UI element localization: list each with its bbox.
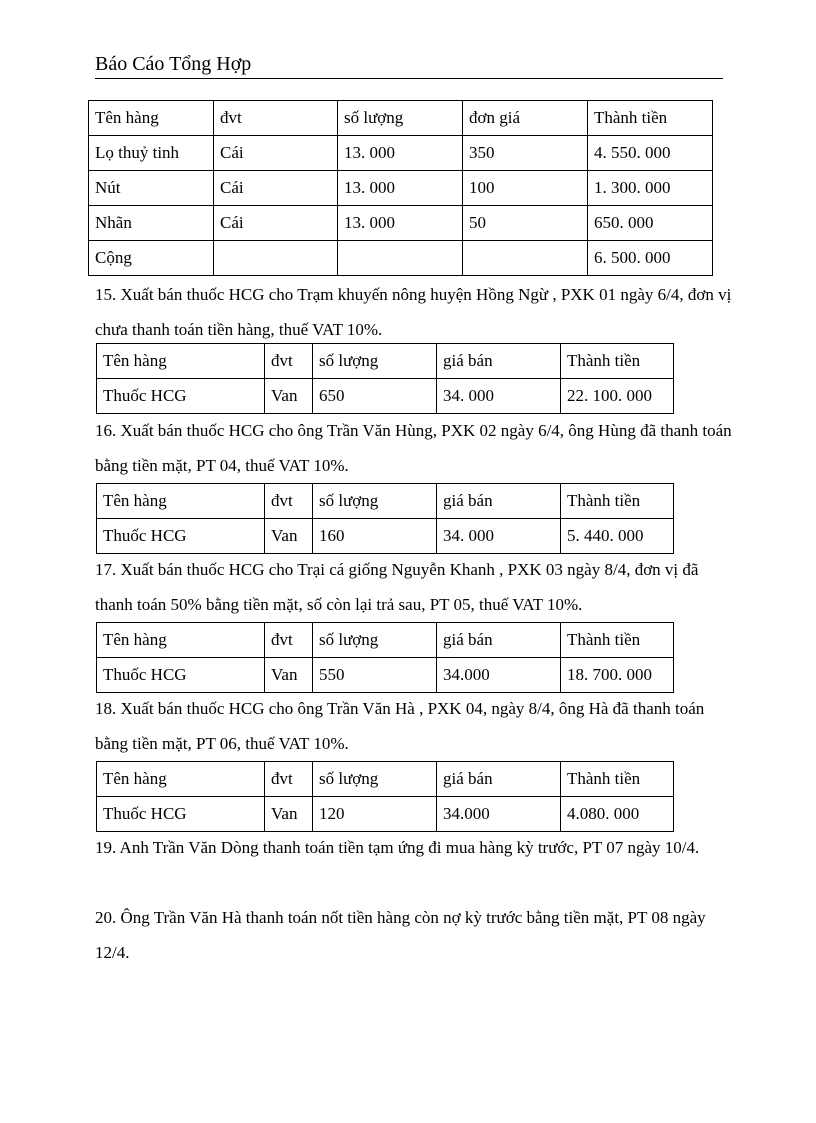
header-cell: Thành tiền bbox=[561, 344, 674, 379]
header-cell: số lượng bbox=[313, 762, 437, 797]
table-cell: 550 bbox=[313, 658, 437, 693]
table-cell: Cái bbox=[214, 206, 338, 241]
table-cell: 350 bbox=[463, 136, 588, 171]
table-cell: 160 bbox=[313, 519, 437, 554]
header-cell: số lượng bbox=[313, 623, 437, 658]
header-cell: giá bán bbox=[437, 484, 561, 519]
table-cell: Van bbox=[265, 379, 313, 414]
table-cell: 100 bbox=[463, 171, 588, 206]
header-cell: số lượng bbox=[313, 344, 437, 379]
table-cell: Thuốc HCG bbox=[97, 519, 265, 554]
table-cell bbox=[338, 241, 463, 276]
table-cell: 4. 550. 000 bbox=[588, 136, 713, 171]
table-cell: Nút bbox=[89, 171, 214, 206]
paragraph-18: 18. Xuất bán thuốc HCG cho ông Trần Văn Hà , PXK 04, ngày 8/4, ông Hà đã thanh toán bằng tiền mặt, PT 06, thuế VAT 10%. bbox=[95, 699, 705, 753]
table-row bbox=[97, 658, 674, 693]
header-cell: Tên hàng bbox=[89, 101, 214, 136]
page-header: Báo Cáo Tổng Hợp bbox=[95, 50, 723, 79]
table-row bbox=[97, 519, 674, 554]
header-cell: đvt bbox=[265, 484, 313, 519]
table-cell: 34.000 bbox=[437, 797, 561, 832]
header-cell: đvt bbox=[265, 344, 313, 379]
table-cell: 34.000 bbox=[437, 658, 561, 693]
table-cell: Thuốc HCG bbox=[97, 797, 265, 832]
header-cell: đvt bbox=[214, 101, 338, 136]
table-header-row bbox=[89, 101, 713, 136]
sales-table-16 bbox=[96, 483, 674, 554]
table-cell: 650 bbox=[313, 379, 437, 414]
table-cell: 650. 000 bbox=[588, 206, 713, 241]
table-cell: 13. 000 bbox=[338, 206, 463, 241]
sales-table-17 bbox=[96, 622, 674, 693]
table-header-row bbox=[97, 762, 674, 797]
table-header-row bbox=[97, 623, 674, 658]
table-row bbox=[97, 797, 674, 832]
table-cell bbox=[463, 241, 588, 276]
header-cell: Thành tiền bbox=[561, 623, 674, 658]
table-cell: 34. 000 bbox=[437, 379, 561, 414]
table-cell: 13. 000 bbox=[338, 136, 463, 171]
table-cell: Cái bbox=[214, 136, 338, 171]
header-cell: Thành tiền bbox=[561, 762, 674, 797]
table-row bbox=[89, 136, 713, 171]
paragraph-15: 15. Xuất bán thuốc HCG cho Trạm khuyến nông huyện Hồng Ngừ , PXK 01 ngày 6/4, đơn vị chưa thanh toán tiền hàng, thuế VAT 10%. bbox=[95, 285, 732, 339]
sales-table-15 bbox=[96, 343, 674, 414]
header-cell: giá bán bbox=[437, 344, 561, 379]
table-row bbox=[89, 206, 713, 241]
header-cell: đvt bbox=[265, 762, 313, 797]
header-cell: số lượng bbox=[313, 484, 437, 519]
paragraph-19: 19. Anh Trần Văn Dòng thanh toán tiền tạm ứng đi mua hàng kỳ trước, PT 07 ngày 10/4. bbox=[95, 838, 700, 857]
table-cell: Van bbox=[265, 797, 313, 832]
table-cell: Van bbox=[265, 658, 313, 693]
table-cell: 22. 100. 000 bbox=[561, 379, 674, 414]
table-cell: 50 bbox=[463, 206, 588, 241]
table-cell: Lọ thuỷ tinh bbox=[89, 136, 214, 171]
sales-table-18 bbox=[96, 761, 674, 832]
table-total-row bbox=[89, 241, 713, 276]
table-cell: 4.080. 000 bbox=[561, 797, 674, 832]
header-cell: số lượng bbox=[338, 101, 463, 136]
table-cell: 120 bbox=[313, 797, 437, 832]
header-cell: Thành tiền bbox=[561, 484, 674, 519]
table-row bbox=[89, 171, 713, 206]
table-cell: Nhãn bbox=[89, 206, 214, 241]
table-cell: 5. 440. 000 bbox=[561, 519, 674, 554]
table-cell: Cái bbox=[214, 171, 338, 206]
header-cell: Thành tiền bbox=[588, 101, 713, 136]
table-header-row bbox=[97, 344, 674, 379]
table-cell: 34. 000 bbox=[437, 519, 561, 554]
materials-table bbox=[88, 100, 713, 276]
header-cell: giá bán bbox=[437, 762, 561, 797]
header-cell: Tên hàng bbox=[97, 762, 265, 797]
header-cell: giá bán bbox=[437, 623, 561, 658]
paragraph-16: 16. Xuất bán thuốc HCG cho ông Trần Văn Hùng, PXK 02 ngày 6/4, ông Hùng đã thanh toán bằng tiền mặt, PT 04, thuế VAT 10%. bbox=[95, 421, 732, 475]
table-cell: Thuốc HCG bbox=[97, 658, 265, 693]
header-cell: Tên hàng bbox=[97, 344, 265, 379]
table-cell bbox=[214, 241, 338, 276]
paragraph-20: 20. Ông Trần Văn Hà thanh toán nốt tiền hàng còn nợ kỳ trước bằng tiền mặt, PT 08 ngày 12/4. bbox=[95, 908, 706, 962]
table-cell: Thuốc HCG bbox=[97, 379, 265, 414]
table-header-row bbox=[97, 484, 674, 519]
header-cell: Tên hàng bbox=[97, 484, 265, 519]
table-row bbox=[97, 379, 674, 414]
header-cell: đvt bbox=[265, 623, 313, 658]
table-cell: 6. 500. 000 bbox=[588, 241, 713, 276]
table-cell: Van bbox=[265, 519, 313, 554]
paragraph-17: 17. Xuất bán thuốc HCG cho Trại cá giống Nguyễn Khanh , PXK 03 ngày 8/4, đơn vị đã thanh toán 50% bằng tiền mặt, số còn lại trả sau, PT 05, thuế VAT 10%. bbox=[95, 560, 699, 614]
table-cell: Cộng bbox=[89, 241, 214, 276]
table-cell: 13. 000 bbox=[338, 171, 463, 206]
header-cell: Tên hàng bbox=[97, 623, 265, 658]
table-cell: 1. 300. 000 bbox=[588, 171, 713, 206]
header-cell: đơn giá bbox=[463, 101, 588, 136]
table-cell: 18. 700. 000 bbox=[561, 658, 674, 693]
